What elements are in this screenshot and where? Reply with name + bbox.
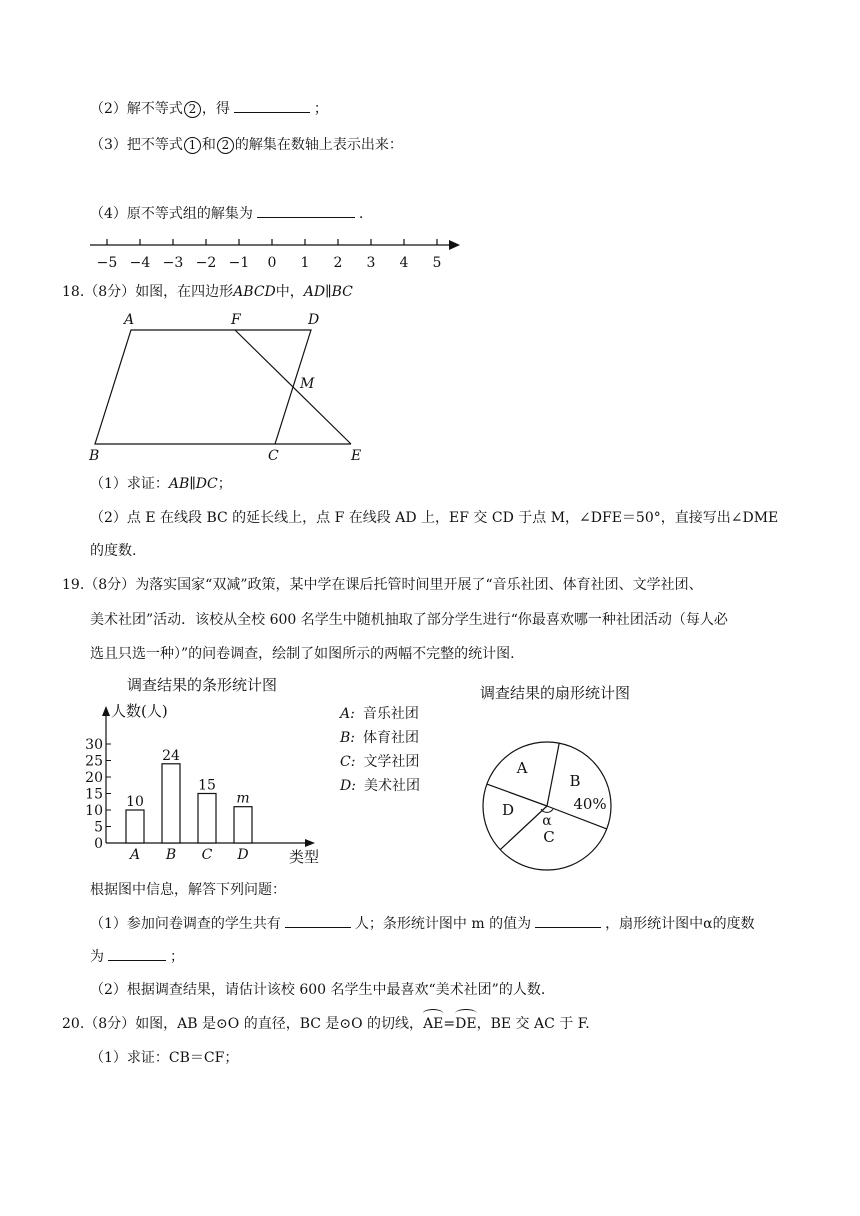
label-F: F — [231, 312, 241, 328]
bar-B — [162, 764, 180, 843]
bar-value-label: 15 — [198, 777, 216, 794]
legend-item — [340, 774, 420, 798]
legend-item — [340, 702, 420, 726]
q20-part1: （1）求证：CB＝CF； — [90, 1050, 239, 1066]
legend-key: D: — [340, 778, 356, 794]
y-tick-label: 5 — [94, 819, 103, 836]
bar-chart-ylabel: 人数(人) — [111, 702, 168, 720]
category-label: C — [201, 847, 213, 863]
circled-number: 1 — [184, 137, 201, 154]
legend-key: A: — [340, 706, 355, 722]
q19-part2: （2）根据调查结果，请估计该校 600 名学生中最喜欢“美术社团”的人数. — [90, 982, 546, 998]
bar-value-label: m — [236, 790, 250, 807]
legend-item — [340, 726, 420, 750]
q20-stem: 20.（8分）如图，AB 是⊙O 的直径，BC 是⊙O 的切线，AE=DE，BE 交 AC 于 F. — [62, 1016, 590, 1032]
q18-stem: 18.（8分）如图，在四边形ABCD中，AD∥BC — [62, 284, 353, 300]
angle-label: α — [542, 813, 552, 829]
q18-part2-line2: 的度数. — [90, 543, 137, 559]
bar-chart-xlabel: 类型 — [289, 848, 320, 866]
legend-name: 音乐社团 — [362, 706, 419, 722]
category-label: A — [129, 847, 141, 863]
bar-D — [234, 807, 252, 843]
y-tick-label: 20 — [85, 770, 103, 786]
pie-slice-label-A: A — [516, 759, 528, 777]
legend-key: B: — [340, 730, 356, 746]
arc-de: DE — [455, 1016, 477, 1032]
circled-number: 2 — [217, 137, 234, 154]
number-line-tick-label: −1 — [228, 255, 250, 271]
pie-slice-label-D: D — [501, 801, 515, 819]
number-line-tick-label: −5 — [96, 255, 118, 271]
number-line-tick-label: 2 — [333, 255, 343, 271]
bar-C — [198, 794, 216, 844]
arc-ae: AE — [423, 1016, 444, 1032]
number-line-tick-label: −3 — [162, 255, 184, 271]
q19-stem-line3: 选且只选一种）”的问卷调查，绘制了如图所示的两幅不完整的统计图. — [90, 646, 515, 662]
q18-figure — [82, 308, 382, 468]
number-line-tick-label: 5 — [432, 255, 442, 271]
pie-chart — [470, 680, 690, 870]
legend-key: C: — [340, 754, 356, 770]
chart-legend — [340, 702, 420, 798]
bar-chart-title: 调查结果的条形统计图 — [127, 676, 278, 694]
number-line-tick-label: 1 — [300, 255, 310, 271]
label-E: E — [351, 448, 362, 464]
number-line-tick-label: 4 — [399, 255, 409, 271]
y-tick-label: 25 — [85, 753, 103, 770]
number-line-tick-label: −2 — [195, 255, 217, 271]
label-M: M — [300, 376, 315, 392]
answer-blank[interactable] — [234, 98, 310, 113]
bar-chart — [85, 672, 325, 872]
number-line — [88, 234, 468, 274]
bar-A — [126, 810, 144, 843]
q19-part1-line2: 为 ； — [90, 946, 184, 967]
q17-part4: （4）原不等式组的解集为 . — [90, 203, 363, 224]
pie-chart-title: 调查结果的扇形统计图 — [480, 684, 631, 702]
pie-percent-label: 40% — [573, 795, 607, 813]
answer-blank[interactable] — [257, 203, 355, 218]
number-line-tick-label: 0 — [267, 255, 277, 271]
pie-slice-label-B: B — [569, 772, 581, 790]
answer-blank[interactable] — [108, 946, 166, 961]
q17-part2: （2）解不等式 2 ，得 ； — [90, 98, 328, 119]
label-B: B — [89, 448, 100, 464]
q18-part2-line1: （2）点 E 在线段 BC 的延长线上，点 F 在线段 AD 上，EF 交 CD 于点 M，∠DFE＝50°，直接写出∠DME — [90, 510, 779, 526]
legend-name: 体育社团 — [363, 730, 420, 746]
bar-value-label: 24 — [162, 747, 180, 764]
q19-part1-line1: （1）参加问卷调查的学生共有 人；条形统计图中 m 的值为 ，扇形统计图中α的度数 — [90, 913, 755, 934]
y-tick-label: 0 — [94, 836, 103, 852]
legend-item — [340, 750, 420, 774]
legend-name: 文学社团 — [363, 754, 420, 770]
legend-name: 美术社团 — [363, 778, 420, 794]
number-line-tick-label: 3 — [366, 255, 376, 271]
q17-part3: （3）把不等式 1 和 2 的解集在数轴上表示出来： — [90, 137, 403, 153]
circled-number: 2 — [184, 101, 201, 118]
y-tick-label: 30 — [85, 737, 103, 753]
label-D: D — [308, 312, 320, 328]
q18-part1: （1）求证：AB∥DC； — [90, 476, 232, 492]
category-label: B — [165, 847, 177, 863]
label-C: C — [268, 448, 279, 464]
bar-value-label: 10 — [126, 794, 144, 810]
pie-slice-label-C: C — [543, 828, 555, 846]
q19-stem-line1: 19.（8分）为落实国家“双减”政策，某中学在课后托管时间里开展了“音乐社团、体育社团、文学社团、 — [62, 577, 703, 593]
category-label: D — [237, 847, 249, 863]
number-line-tick-label: −4 — [129, 255, 151, 271]
label-A: A — [124, 312, 135, 328]
q19-info: 根据图中信息，解答下列问题： — [90, 882, 286, 898]
answer-blank[interactable] — [535, 913, 601, 928]
q19-stem-line2: 美术社团”活动．该校从全校 600 名学生中随机抽取了部分学生进行“你最喜欢哪一种社团活动（每人必 — [90, 612, 728, 628]
answer-blank[interactable] — [285, 913, 351, 928]
y-tick-label: 10 — [85, 803, 103, 819]
y-tick-label: 15 — [85, 786, 103, 803]
